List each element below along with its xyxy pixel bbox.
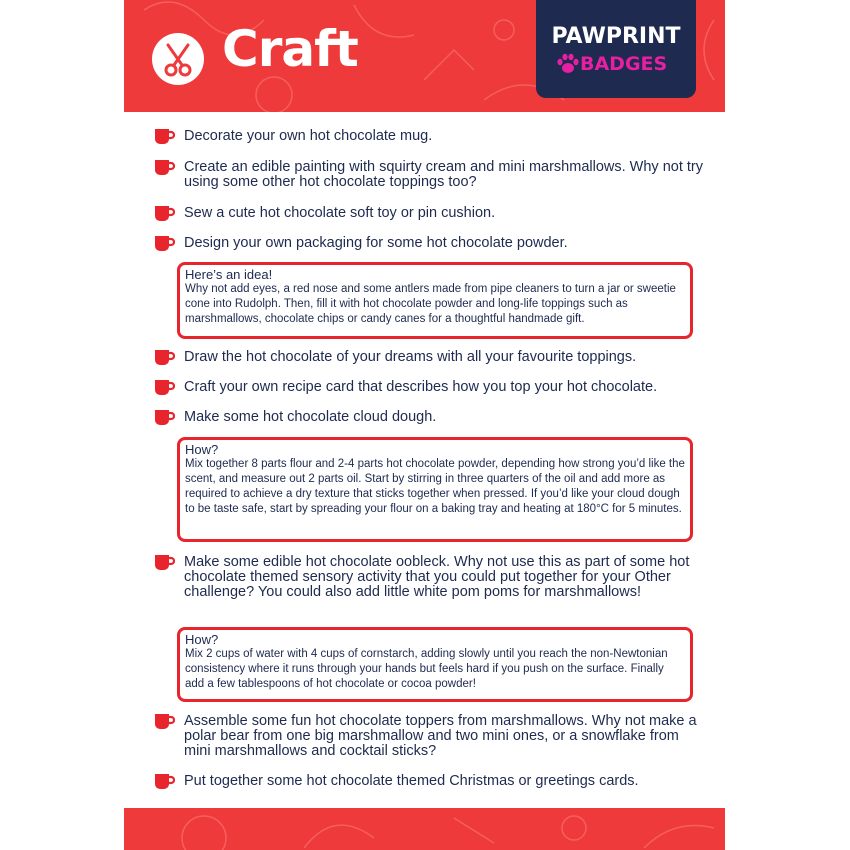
list-item: Put together some hot chocolate themed Christmas or greetings cards. — [184, 773, 639, 789]
mug-bullet-icon — [154, 378, 175, 397]
pawprint-badges-logo — [536, 0, 696, 98]
box-text: Mix 2 cups of water with 4 cups of cornstarch, adding slowly until you reach the non-Newtonian consistency where it runs through your hands but feels hard if you push on the surface. Finally add a few tablespoons of hot chocolate or cocoa powder! — [185, 648, 668, 690]
footer-banner — [124, 808, 725, 850]
list-item: Design your own packaging for some hot chocolate powder. — [184, 235, 568, 251]
logo-line-2: BADGES — [580, 53, 668, 75]
footer-pattern — [124, 808, 725, 850]
list-item: Craft your own recipe card that describes how you top your hot chocolate. — [184, 379, 658, 395]
idea-box — [177, 262, 693, 339]
header-banner — [124, 0, 725, 112]
box-heading: How? — [185, 632, 219, 647]
paw-icon — [556, 53, 580, 75]
list-item: Assemble some fun hot chocolate toppers from marshmallows. Why not make a polar bear from one big marshmallow and two mini ones, or a snowflake from mini marshmallows and cocktail sticks? — [184, 713, 697, 760]
list-item: Decorate your own hot chocolate mug. — [184, 128, 433, 144]
mug-bullet-icon — [154, 204, 175, 223]
list-item: Draw the hot chocolate of your dreams with all your favourite toppings. — [184, 349, 637, 365]
list-item: Sew a cute hot chocolate soft toy or pin cushion. — [184, 205, 496, 221]
list-item: Make some hot chocolate cloud dough. — [184, 409, 437, 425]
mug-bullet-icon — [154, 712, 175, 731]
mug-bullet-icon — [154, 234, 175, 253]
mug-bullet-icon — [154, 772, 175, 791]
list-item: Make some edible hot chocolate oobleck. Why not use this as part of some hot chocolate themed sensory activity that you could put together for your Other challenge? You could also add little white pom poms for marshmallows! — [184, 554, 690, 601]
mug-bullet-icon — [154, 408, 175, 427]
scissors-icon — [152, 33, 204, 85]
box-heading: Here’s an idea! — [185, 267, 273, 282]
how-box — [177, 627, 693, 702]
logo-line-1: PAWPRINT — [551, 24, 681, 49]
activity-sheet — [124, 0, 725, 850]
box-text: Why not add eyes, a red nose and some antlers made from pipe cleaners to turn a jar or sweetie cone into Rudolph. Then, fill it with hot chocolate powder and long-life toppings such as marshmallows, chocolate chips or candy canes for a thoughtful handmade gift. — [185, 283, 676, 325]
mug-bullet-icon — [154, 553, 175, 572]
list-item: Create an edible painting with squirty cream and mini marshmallows. Why not try using some other hot chocolate toppings too? — [184, 159, 703, 191]
mug-bullet-icon — [154, 348, 175, 367]
box-text: Mix together 8 parts flour and 2-4 parts hot chocolate powder, depending how strong you’d like the scent, and measure out 2 parts oil. Start by stirring in three quarters of the oil and add more as required to achieve a dry texture that sticks together when pressed. If you’d like your cloud dough to be taste safe, start by spreading your flour on a baking tray and heating at 180°C for 5 minutes. — [185, 458, 685, 515]
box-heading: How? — [185, 442, 219, 457]
how-box — [177, 437, 693, 542]
mug-bullet-icon — [154, 158, 175, 177]
page-title: Craft — [222, 20, 358, 78]
mug-bullet-icon — [154, 127, 175, 146]
